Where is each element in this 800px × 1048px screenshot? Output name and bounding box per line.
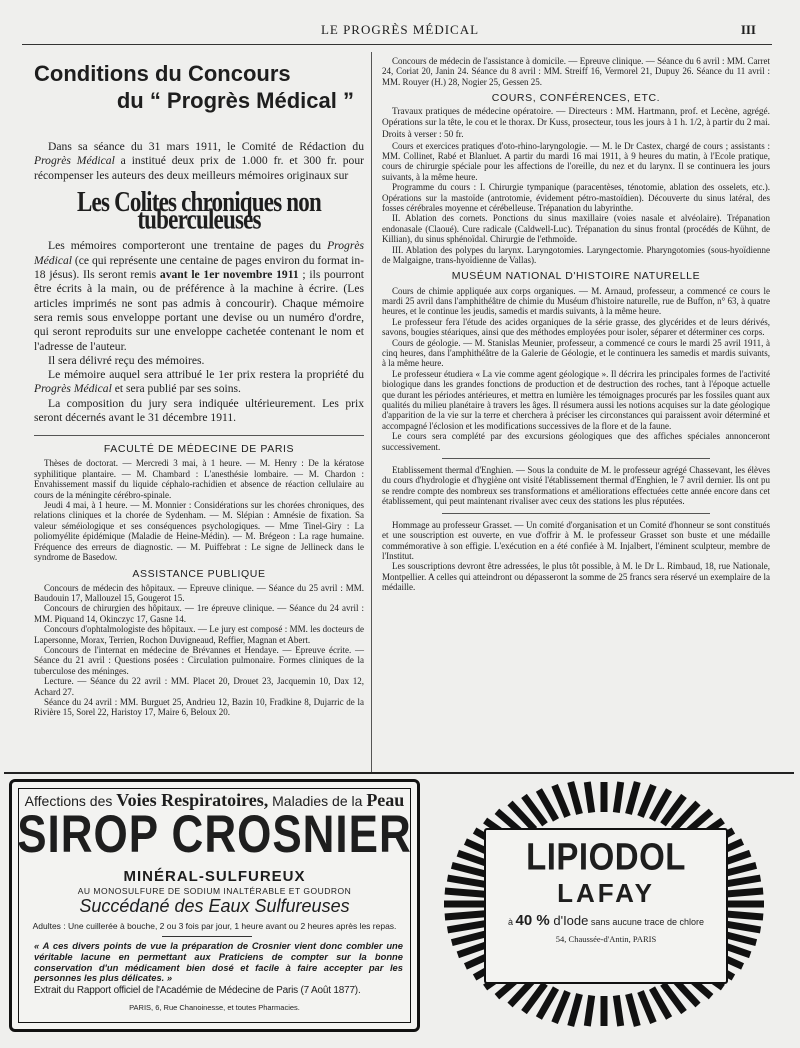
faculte-para-1: Thèses de doctorat. — Mercredi 3 mai, à 1 heure. — M. Henry : De la kératose syphilitique plantaire. — M. Chambard : L'anesthésie lombaire. — M. Chardon : Envahissement massif du liquide céphalo-rachidien et absence de réaction cellulaire au cours de la méningite cérébro-spinale.	[34, 458, 364, 500]
concours-title-line1: Conditions du Concours	[34, 61, 291, 86]
ads-rule	[4, 772, 794, 774]
left-column	[34, 56, 364, 718]
page-number: III	[740, 22, 756, 37]
sunburst-ray	[641, 992, 654, 1023]
cours-para-2: Cours et exercices pratiques d'oto-rhino-laryngologie. — M. le Dr Castex, chargé de cours ; assistants : MM. Collinet, Rabé et Blanluet. A partir du mardi 16 mai 1911, à 9 heures du matin, à l'Ecole pratique, cours de chirurgie spéciale pour les affections de l'oreille, du nez et du larynx. Il se continuera les jours suivants, à la même heure.	[382, 140, 770, 182]
sunburst-ray	[448, 878, 489, 885]
right-column	[382, 56, 770, 593]
sunburst-ray	[629, 782, 638, 814]
section-rule	[34, 435, 364, 436]
sunburst-ray	[571, 782, 580, 814]
assistance-para-2: Concours de chirurgien des hôpitaux. — 1re épreuve clinique. — Séance du 24 avril : MM. Piquand 14, Okinczyc 17, Gasne 14.	[34, 603, 364, 624]
concours-para-3: Il sera délivré reçu des mémoires.	[48, 353, 205, 367]
sunburst-ray	[587, 996, 591, 1027]
assistance-para-4: Concours de l'internat en médecine de Brévannes et Hendaye. — Epreuve écrite. — Séance du 21 avril : Questions posées : Circulation pulmonaire. Formes cliniques de la tuberculose des méninges.	[34, 645, 364, 676]
section-rule	[442, 513, 710, 514]
ad-sirop-indications: Affections des Voies Respiratoires, Maladies de la Peau	[24, 790, 405, 810]
ad-sirop-succedane: Succédané des Eaux Sulfureuses	[79, 896, 350, 916]
sunburst-ray	[616, 782, 620, 813]
cours-para-1: Travaux pratiques de médecine opératoire. — Directeurs : MM. Hartmann, prof. et Lecène, agrégé. Opérations sur la tête, le cou et le thorax. Dr Kuss, prosecteur, tous les jours à 1 h. 1/2, à partir du 2 mai. Droits à verser : 50 fr.	[382, 107, 770, 140]
ad-sirop-composition: AU MONOSULFURE DE SODIUM INALTÉRABLE ET GOUDRON	[77, 886, 352, 896]
museum-para-5: Le cours sera complété par des excursions géologiques que des affiches spéciales annonceront successivement.	[382, 431, 770, 452]
cours-para-3: Programme du cours : I. Chirurgie tympanique (paracentèses, ténotomie, ablation des osselets, etc.). Opérations sur la mastoïde (antrotomie, évidement pétro-mastoïdien). Découverte du sinus latéral, des fosses cérébrales moyenne et cérébelleuse. Trépanation du labyrinthe.	[382, 182, 770, 214]
concours-para-1: Dans sa séance du 31 mars 1911, le Comité de Rédaction du Progrès Médical a institué deux prix de 1.000 fr. et 300 fr. pour récompenser les auteurs des deux meilleurs mémoires originaux sur	[34, 140, 364, 182]
concours-para-2: Les mémoires comporteront une trentaine de pages du Progrès Médical (ce qui représente une centaine de pages environ du format in-18 jésus). Ils seront remis avant le 1er novembre 1911 ; ils pourront être écrits à la main, ou de préférence à la machine à écrire. (Les articles imprimés ne sont pas admis à concourir). Chaque mémoire sera remis sous enveloppe portant une devise ou un numéro d'ordre, qui seront reproduits sur une enveloppe cachetée contenant le nom et l'adresse de l'auteur.	[34, 239, 364, 353]
concours-subject: Les Colites chroniques non tuberculeuses	[77, 185, 321, 235]
page-header	[0, 22, 800, 42]
ad-lipiodol-lafay	[434, 780, 774, 1028]
concours-body	[34, 140, 364, 425]
sunburst-ray	[555, 992, 568, 1023]
assistance-para-3: Concours d'ophtalmologiste des hôpitaux. — Le jury est composé : MM. les docteurs de Lapersonne, Morax, Terrien, Rochon Duvigneaud, Reffier, Magnan et Abert.	[34, 624, 364, 645]
concours-title-line2: du “ Progrès Médical ”	[116, 88, 354, 113]
ad-sirop-mineral: MINÉRAL-SULFUREUX	[123, 868, 306, 885]
ad-lipiodol-name: LIPIODOL	[526, 835, 686, 878]
grasset-para-2: Les souscriptions devront être adressées, le plus tôt possible, à M. le Dr L. Rimbaud, 18, rue Nationale, Montpellier. A celles qui atteindront ou dépasseront la somme de 25 francs sera réservé un exemplaire de la médaille.	[382, 561, 770, 593]
sunburst-ray	[616, 996, 620, 1027]
sunburst-ray	[445, 891, 487, 894]
assistance-para-1: Concours de médecin des hôpitaux. — Epreuve clinique. — Séance du 25 avril : MM. Baudouin 17, Mallouzel 15, Gougerot 15.	[34, 582, 364, 603]
assistance-para-5: Lecture. — Séance du 22 avril : MM. Placet 20, Drouet 23, Jacquemin 10, Dax 12, Achard 27.	[34, 676, 364, 697]
faculte-para-2: Jeudi 4 mai, à 1 heure. — M. Monnier : Considérations sur les chorées chroniques, des relations cliniques et la chorée de Sydenham. — M. Slépian : Amnésie de fixation. Sa valeur séméiologique et ses conséquences psychologiques. — Mme Tinel-Giry : La poliomyélite épidémique (Maladie de Heine-Médin). — M. Brégeon : La rage humaine. Fréquence des erreurs de diagnostic. — M. Puiffebrat : Le signe de Jellineck dans le syndrome de Basedow.	[34, 500, 364, 563]
sunburst-ray	[587, 782, 591, 813]
assistance-para-6: Séance du 24 avril : MM. Burguet 25, Andrieu 12, Bazin 10, Fradkine 8, Dujarric de la Rivière 15, Sorel 22, Haristoy 17, Maire 6, Beloux 20.	[34, 697, 364, 718]
ad-lipiodol-composition: à 40 % d'Iode sans aucune trace de chlore	[508, 912, 704, 929]
faculte-heading: FACULTÉ DE MÉDECINE DE PARIS	[103, 443, 295, 456]
museum-heading: MUSÉUM NATIONAL D'HISTOIRE NATURELLE	[451, 270, 701, 283]
museum-para-1: Cours de chimie appliquée aux corps organiques. — M. Arnaud, professeur, a commencé ce cours le mardi 25 avril dans l'amphithéâtre de chimie du Muséum d'histoire naturelle, rue de Buffon, n° 63, à quatre heures, et le continue les jeudis, samedis et mardis suivants, à la même heure.	[382, 285, 770, 317]
grasset-para-1: Hommage au professeur Grasset. — Un comité d'organisation et un Comité d'honneur se sont constitués et une souscription est ouverte, en vue d'offrir à M. le professeur Grasset son buste et une médaille commémorative à son effigie. L'exécution en a été confiée à M. Injalbert, l'éminent sculpteur, membre de l'Institut.	[382, 519, 770, 561]
sunburst-ray	[629, 994, 638, 1026]
ad-sirop-divider	[162, 936, 252, 937]
ad-sirop-crosnier	[9, 779, 420, 1032]
sunburst-ray	[571, 994, 580, 1026]
sunburst-ray	[445, 914, 487, 917]
ad-sirop-source: Extrait du Rapport officiel de l'Académie de Médecine de Paris (7 Août 1877).	[34, 985, 361, 996]
ad-sirop-name: SIROP CROSNIER	[17, 805, 412, 864]
sunburst-ray	[448, 923, 489, 930]
museum-para-3: Cours de géologie. — M. Stanislas Meunier, professeur, a commencé ce cours le mardi 25 avril 1911, à cinq heures, dans l'amphithéâtre de la Galerie de Géologie, et le continuera les samedis et mardis suivants, à la même heure.	[382, 337, 770, 369]
concours-para-4: Le mémoire auquel sera attribué le 1er prix restera la propriété du Progrès Médical et sera publié par ses soins.	[34, 368, 364, 396]
ad-lipiodol-maker: LAFAY	[557, 878, 655, 908]
section-rule	[442, 458, 710, 459]
enghien-para: Etablissement thermal d'Enghien. — Sous la conduite de M. le professeur agrégé Chassevant, les élèves du cours d'hydrologie et d'hygiène ont visité l'établissement thermal d'Enghien, le 7 avril dernier. Ils ont pu se rendre compte des nombreux ses transformations et améliorations effectuées cette année encore dans cet établissement, qui peut maintenant rivaliser avec ceux des stations les plus réputées.	[382, 465, 770, 507]
museum-para-2: Le professeur fera l'étude des acides organiques de la série grasse, des glycérides et de leurs dérivés, savons, bougies stéariques, ainsi que des méthodes employées pour isoler, séparer et déterminer ces corps.	[382, 316, 770, 338]
cours-para-5: III. Ablation des polypes du larynx. Laryngotomies. Laryngectomie. Pharyngotomies (sous-hyoïdienne de Malgaigne, trans-hyoïdienne de Vallas).	[382, 244, 770, 266]
running-title: LE PROGRÈS MÉDICAL	[320, 22, 480, 37]
column-divider	[371, 52, 372, 772]
assistance-domicile-para: Concours de médecin de l'assistance à domicile. — Epreuve clinique. — Séance du 6 avril : MM. Carret 24, Coriat 20, Janin 24. Séance du 8 avril : MM. Streiff 16, Vermorel 21, Dupuy 26. Séance du 11 avril : MM. Rouyer (H.) 28, Nogier 25, Gessen 25.	[382, 56, 770, 87]
sunburst-ray	[555, 785, 568, 816]
cours-para-4: II. Ablation des cornets. Ponctions du sinus maxillaire (voies nasale et alvéolaire). Trépanation endonasale (Claoué). Cure radicale (Caldwell-Luc). Trépanation du sinus frontal (procédés de Kühnt, de Killian), du sinus sphénoïdal. Chirurgie de l'ethmoïde.	[382, 213, 770, 245]
header-rule	[22, 44, 772, 45]
concours-para-5: La composition du jury sera indiquée ultérieurement. Les prix seront décernés avant le 31 décembre 1911.	[34, 396, 364, 425]
ad-sirop-address: PARIS, 6, Rue Chanoinesse, et toutes Pharmacies.	[129, 1003, 300, 1012]
assistance-heading: ASSISTANCE PUBLIQUE	[132, 567, 266, 580]
ad-lipiodol-panel	[484, 828, 728, 984]
ad-sirop-dosage: Adultes : Une cuillerée à bouche, 2 ou 3 fois par jour, 1 heure avant ou 2 heures après les repas.	[32, 921, 397, 931]
cours-heading: COURS, CONFÉRENCES, ETC.	[491, 92, 661, 105]
ad-sirop-quote: « A ces divers points de vue la préparation de Crosnier vient donc combler une véritable lacune en permettant aux Praticiens de compter sur la bonne conservation d'un médicament bien dosé et facile à faire accepter par les personnes les plus délicates. »	[34, 940, 403, 984]
ad-lipiodol-address: 54, Chaussée-d'Antin, PARIS	[555, 934, 657, 944]
museum-para-4: Le professeur étudiera « La vie comme agent géologique ». Il décrira les principales formes de l'activité biologique dans les grandes fonctions de production et de destruction des roches, tant à l'époque actuelle que durant les périodes antérieures, et mettra en lumière les témoignages procurés par les fossiles quant aux qualités du milieu planétaire à travers les âges. Il résumera aussi les notions acquises sur la date géologique d'apparition de la vie sur la terre et cherchera à préciser les circonstances qui paraissent avoir déterminé et accompagné l'éclosion et les modifications successives de la flore et de la faune.	[382, 368, 770, 431]
sunburst-ray	[641, 785, 654, 816]
